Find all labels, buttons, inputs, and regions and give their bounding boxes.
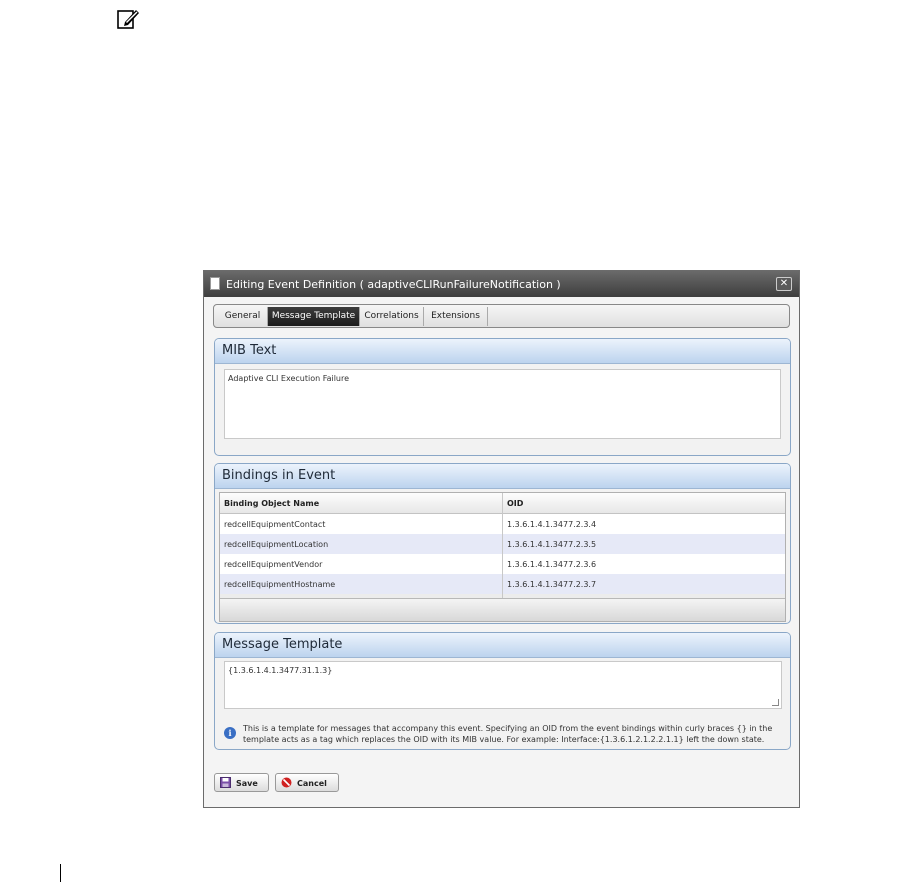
mib-text-value: Adaptive CLI Execution Failure bbox=[228, 374, 350, 383]
cancel-label: Cancel bbox=[297, 779, 327, 788]
message-template-value: {1.3.6.1.4.1.3477.31.1.3} bbox=[228, 666, 333, 675]
binding-oid: 1.3.6.1.4.1.3477.2.3.6 bbox=[507, 560, 597, 569]
cancel-button[interactable] bbox=[275, 773, 339, 792]
message-template-input[interactable] bbox=[224, 661, 782, 709]
info-icon: i bbox=[224, 727, 236, 739]
binding-name: redcellEquipmentVendor bbox=[224, 560, 323, 569]
edit-event-dialog bbox=[203, 270, 800, 808]
binding-oid: 1.3.6.1.4.1.3477.2.3.5 bbox=[507, 540, 597, 549]
mib-text-area[interactable] bbox=[224, 369, 781, 439]
pencil-note-icon bbox=[117, 8, 141, 30]
document-icon bbox=[210, 277, 220, 290]
tab-bar bbox=[213, 304, 790, 328]
column-divider bbox=[502, 493, 503, 598]
binding-name: redcellEquipmentLocation bbox=[224, 540, 329, 549]
save-button[interactable] bbox=[214, 773, 269, 792]
tab-general[interactable]: General bbox=[218, 307, 268, 326]
tab-extensions[interactable]: Extensions bbox=[424, 307, 488, 326]
page-margin-rule bbox=[60, 864, 61, 882]
save-label: Save bbox=[236, 779, 258, 788]
horizontal-scrollbar[interactable] bbox=[220, 598, 785, 621]
cancel-circle-icon bbox=[281, 777, 292, 788]
binding-name: redcellEquipmentContact bbox=[224, 520, 326, 529]
column-header-oid[interactable]: OID bbox=[507, 499, 524, 508]
bindings-heading: Bindings in Event bbox=[215, 464, 790, 489]
dialog-title-bar bbox=[204, 271, 799, 297]
resize-grip-icon[interactable] bbox=[772, 699, 779, 706]
message-template-panel bbox=[214, 632, 791, 750]
message-template-help: This is a template for messages that accompany this event. Specifying an OID from the event bindings within curly braces {} in the template acts as a tag which replaces the OID with its MIB value. For example: Interface:{1.3.6.1.2.1.2.2.1.1} left the down state. bbox=[243, 724, 773, 744]
tab-correlations[interactable]: Correlations bbox=[360, 307, 424, 326]
bindings-table bbox=[219, 492, 786, 622]
binding-oid: 1.3.6.1.4.1.3477.2.3.4 bbox=[507, 520, 597, 529]
binding-oid: 1.3.6.1.4.1.3477.2.3.7 bbox=[507, 580, 597, 589]
column-header-name[interactable]: Binding Object Name bbox=[224, 499, 320, 508]
binding-name: redcellEquipmentHostname bbox=[224, 580, 336, 589]
mib-text-heading: MIB Text bbox=[215, 339, 790, 364]
close-button[interactable] bbox=[776, 277, 792, 291]
bindings-panel bbox=[214, 463, 791, 624]
floppy-disk-icon bbox=[220, 777, 231, 788]
tab-message-template[interactable]: Message Template bbox=[268, 307, 360, 326]
close-icon: ✕ bbox=[779, 278, 789, 289]
message-template-heading: Message Template bbox=[215, 633, 790, 658]
dialog-title: Editing Event Definition ( adaptiveCLIRunFailureNotification ) bbox=[226, 278, 561, 291]
mib-text-panel bbox=[214, 338, 791, 456]
